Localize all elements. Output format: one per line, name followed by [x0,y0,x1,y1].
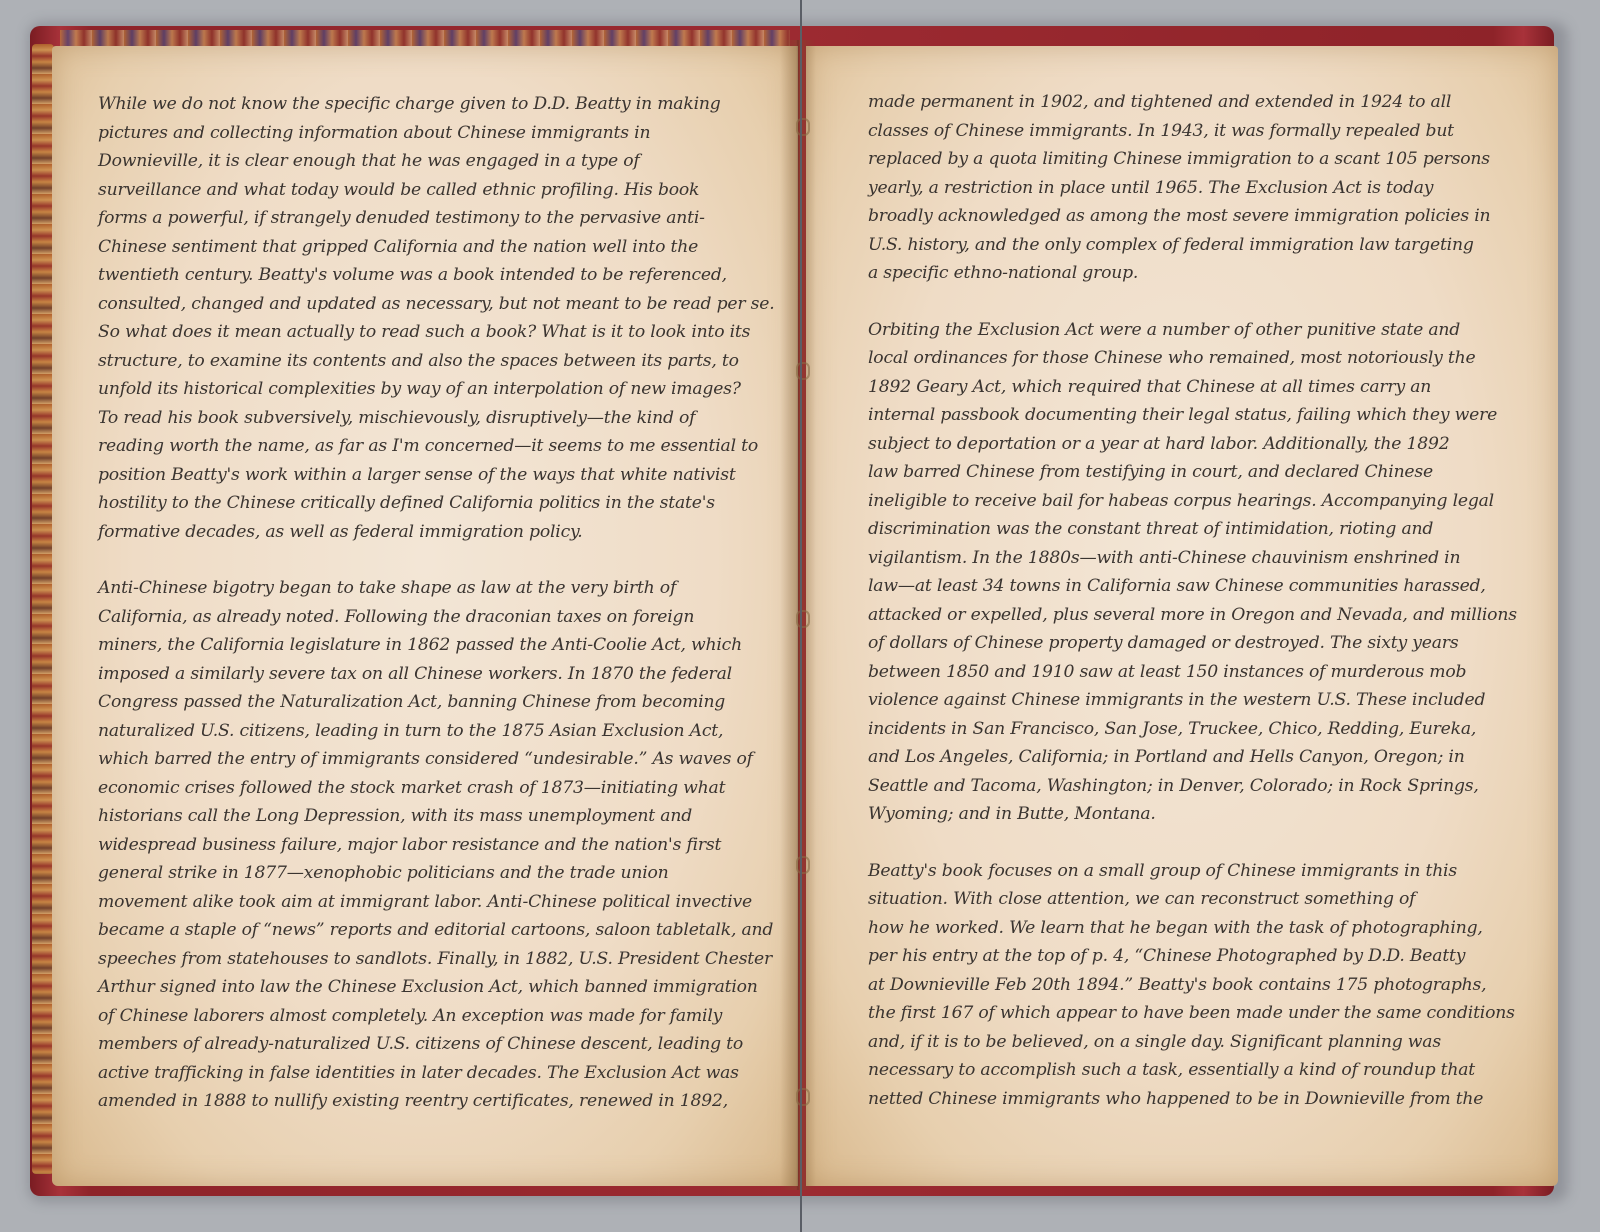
text-line: how he worked. We learn that he began with the task of photographing, [868,917,1483,938]
text-line: Arthur signed into law the Chinese Exclusion Act, which banned immigration [98,977,758,997]
text-line: consulted, changed and updated as necessary, but not meant to be read per se. [98,293,775,314]
text-line: between 1850 and 1910 saw at least 150 instances of murderous mob [868,661,1467,682]
text-line: per his entry at the top of p. 4, “Chinese Photographed by D.D. Beatty [868,946,1466,966]
right-page-text [868,88,1548,1113]
text-line: situation. With close attention, we can reconstruct something of [868,889,1416,909]
marbled-edge-top [60,30,790,46]
text-line: twentieth century. Beatty's volume was a book intended to be referenced, [98,265,727,285]
text-line: and, if it is to be believed, on a single day. Significant planning was [868,1031,1441,1052]
spine-divider-line [800,0,802,1232]
text-line: law barred Chinese from testifying in court, and declared Chinese [868,462,1433,482]
text-line: California, as already noted. Following the draconian taxes on foreign [98,606,695,627]
text-line: of dollars of Chinese property damaged or destroyed. The sixty years [868,633,1459,653]
text-line: netted Chinese immigrants who happened to be in Downieville from the [868,1088,1484,1109]
text-line: of Chinese laborers almost completely. An exception was made for family [98,1005,723,1026]
text-line: structure, to examine its contents and also the spaces between its parts, to [98,350,739,371]
right-paragraph-3 [868,857,1548,1114]
text-line: law—at least 34 towns in California saw Chinese communities harassed, [868,576,1486,596]
text-line: position Beatty's work within a larger sense of the ways that white nativist [98,464,736,485]
text-line: Congress passed the Naturalization Act, banning Chinese from becoming [98,692,726,712]
text-line: Anti-Chinese bigotry began to take shape as law at the very birth of [98,578,677,598]
text-line: surveillance and what today would be called ethnic profiling. His book [98,179,700,200]
text-line: Chinese sentiment that gripped California and the nation well into the [98,236,699,257]
text-line: unfold its historical complexities by way of an interpolation of new images? [98,379,741,399]
text-line: 1892 Geary Act, which required that Chinese at all times carry an [868,376,1432,397]
text-line: became a staple of “news” reports and editorial cartoons, saloon tabletalk, and [98,920,774,940]
text-line: general strike in 1877—xenophobic politicians and the trade union [98,863,669,883]
text-line: discrimination was the constant threat of intimidation, rioting and [868,519,1434,539]
text-line: formative decades, as well as federal immigration policy. [98,521,583,542]
text-line: active trafficking in false identities in later decades. The Exclusion Act was [98,1062,739,1083]
right-paragraph-1 [868,88,1548,288]
text-line: Wyoming; and in Butte, Montana. [868,804,1156,824]
text-line: Downieville, it is clear enough that he was engaged in a type of [98,151,640,171]
text-line: Beatty's book focuses on a small group of Chinese immigrants in this [868,860,1457,881]
binding-stitch [796,610,810,628]
text-line: ineligible to receive bail for habeas corpus hearings. Accompanying legal [868,490,1494,511]
text-line: classes of Chinese immigrants. In 1943, it was formally repealed but [868,120,1454,141]
text-line: While we do not know the specific charge given to D.D. Beatty in making [98,94,721,114]
text-line: So what does it mean actually to read such a book? What is it to look into its [98,322,751,342]
text-line: made permanent in 1902, and tightened and extended in 1924 to all [868,92,1452,112]
text-line: movement alike took aim at immigrant labor. Anti-Chinese political invective [98,891,753,912]
left-paragraph-2 [98,574,778,1116]
text-line: members of already-naturalized U.S. citizens of Chinese descent, leading to [98,1034,744,1054]
text-line: yearly, a restriction in place until 1965. The Exclusion Act is today [868,177,1434,198]
binding-stitch [796,118,810,136]
text-line: violence against Chinese immigrants in the western U.S. These included [868,690,1486,710]
right-paragraph-2 [868,316,1548,829]
text-line: imposed a similarly severe tax on all Chinese workers. In 1870 the federal [98,663,732,684]
text-line: U.S. history, and the only complex of federal immigration law targeting [868,234,1474,255]
text-line: historians call the Long Depression, with its mass unemployment and [98,806,692,826]
text-line: amended in 1888 to nullify existing reentry certificates, renewed in 1892, [98,1091,728,1111]
text-line: vigilantism. In the 1880s—with anti-Chinese chauvinism enshrined in [868,547,1461,568]
text-line: reading worth the name, as far as I'm concerned—it seems to me essential to [98,436,759,456]
text-line: necessary to accomplish such a task, essentially a kind of roundup that [868,1060,1475,1080]
text-line: internal passbook documenting their legal status, failing which they were [868,405,1498,425]
marbled-edge-left [32,44,54,1174]
text-line: incidents in San Francisco, San Jose, Truckee, Chico, Redding, Eureka, [868,718,1477,739]
text-line: pictures and collecting information about Chinese immigrants in [98,122,651,143]
text-line: speeches from statehouses to sandlots. Finally, in 1882, U.S. President Chester [98,948,773,969]
text-line: miners, the California legislature in 1862 passed the Anti-Coolie Act, which [98,635,742,655]
binding-stitch [796,1088,810,1106]
text-line: the first 167 of which appear to have been made under the same conditions [868,1003,1515,1023]
text-line: attacked or expelled, plus several more in Oregon and Nevada, and millions [868,604,1517,625]
text-line: Orbiting the Exclusion Act were a number of other punitive state and [868,319,1461,340]
text-line: at Downieville Feb 20th 1894.” Beatty's book contains 175 photographs, [868,974,1487,995]
text-line: To read his book subversively, mischievously, disruptively—the kind of [98,407,696,428]
text-line: and Los Angeles, California; in Portland and Hells Canyon, Oregon; in [868,747,1465,767]
left-paragraph-1 [98,90,778,546]
text-line: forms a powerful, if strangely denuded testimony to the pervasive anti- [98,208,705,228]
text-line: naturalized U.S. citizens, leading in turn to the 1875 Asian Exclusion Act, [98,720,724,741]
text-line: widespread business failure, major labor resistance and the nation's first [98,834,722,855]
text-line: local ordinances for those Chinese who remained, most notoriously the [868,348,1476,368]
text-line: broadly acknowledged as among the most severe immigration policies in [868,206,1491,226]
binding-stitch [796,362,810,380]
text-line: economic crises followed the stock market crash of 1873—initiating what [98,777,726,798]
binding-stitch [796,856,810,874]
text-line: replaced by a quota limiting Chinese immigration to a scant 105 persons [868,149,1490,169]
text-line: subject to deportation or a year at hard labor. Additionally, the 1892 [868,433,1450,454]
text-line: a specific ethno-national group. [868,263,1139,283]
text-line: hostility to the Chinese critically defined California politics in the state's [98,493,715,513]
left-page-text [98,90,778,1116]
text-line: Seattle and Tacoma, Washington; in Denver, Colorado; in Rock Springs, [868,775,1479,796]
text-line: which barred the entry of immigrants considered “undesirable.” As waves of [98,749,753,769]
